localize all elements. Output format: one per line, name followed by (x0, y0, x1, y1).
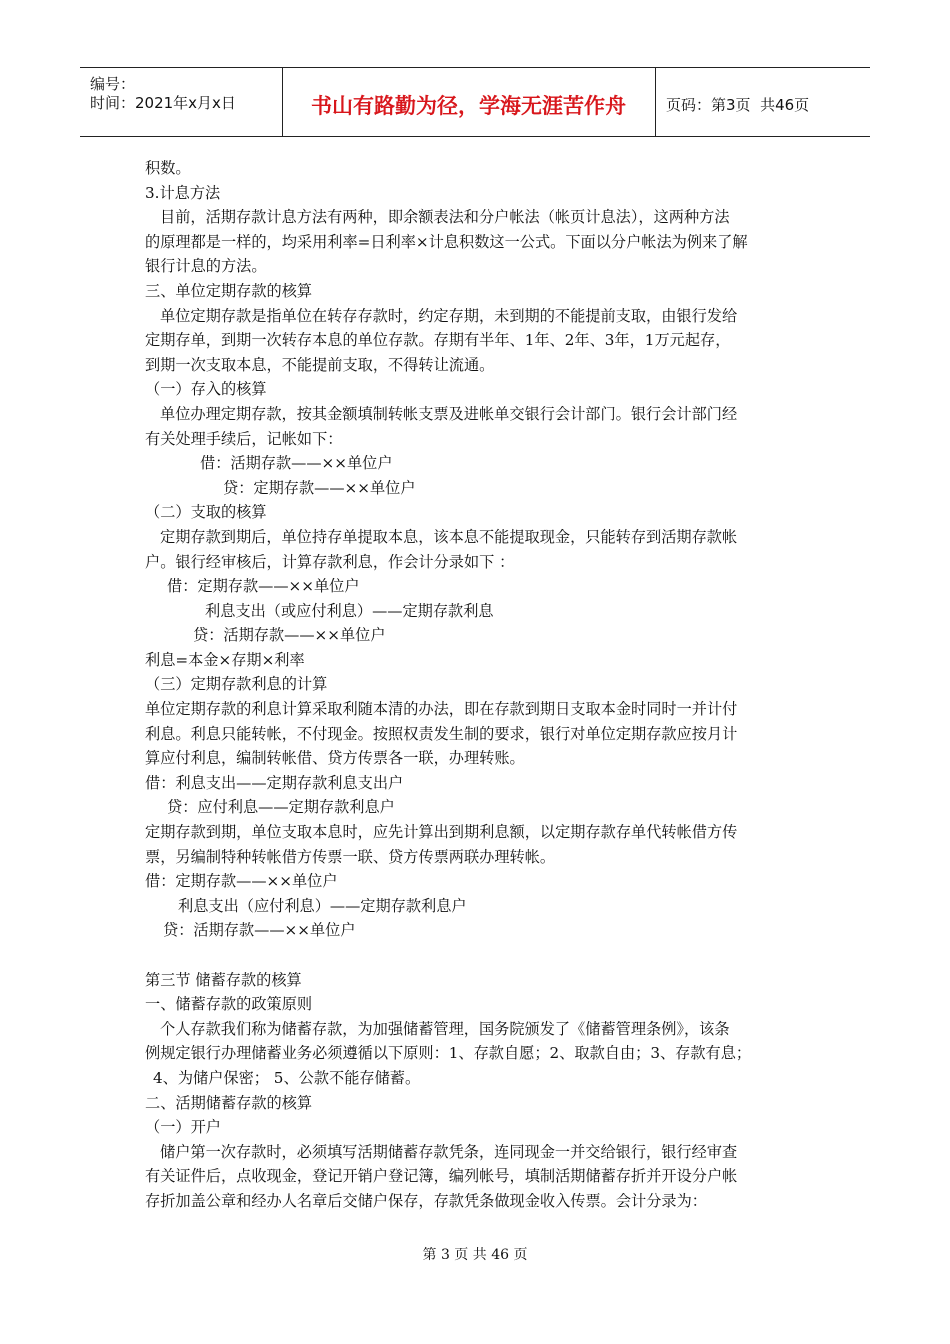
text-line: 有关证件后，点收现金，登记开销户登记簿，编列帐号，填制活期储蓄存折并开设分户帐 (145, 1167, 738, 1186)
text-line: （二）支取的核算 (145, 503, 267, 522)
text-line: 定期存单，到期一次转存本息的单位存款。存期有半年、1年、2年、3年，1万元起存， (145, 331, 731, 350)
header-meta-cell (80, 68, 283, 136)
text-line: 利息。利息只能转帐，不付现金。按照权责发生制的要求，银行对单位定期存款应按月计 (145, 724, 738, 743)
text-line: 利息=本金×存期×利率 (145, 650, 305, 669)
text-line: 储户第一次存款时，必须填写活期储蓄存款凭条，连同现金一并交给银行，银行经审查 (160, 1142, 738, 1161)
text-line: 贷：应付利息——定期存款利息户 (167, 798, 395, 817)
text-line: 利息支出（应付利息）——定期存款利息户 (178, 896, 467, 915)
text-line: 的原理都是一样的，均采用利率=日利率×计息积数这一公式。下面以分户帐法为例来了解 (145, 232, 748, 251)
text-line: 借：活期存款——××单位户 (200, 454, 393, 473)
text-line: 贷：定期存款——××单位户 (223, 478, 416, 497)
text-line: 户。银行经审核后，计算存款利息，作会计分录如下 ： (145, 552, 515, 571)
text-line: 贷：活期存款——××单位户 (163, 921, 356, 940)
document-date: 时间：2021年x月x日 (90, 94, 236, 112)
text-line: 例规定银行办理储蓄业务必须遵循以下原则：1、存款自愿；2、取款自由；3、存款有息； (145, 1044, 752, 1063)
text-line: 贷：活期存款——××单位户 (193, 626, 386, 645)
text-line: 存折加盖公章和经办人名章后交储户保存，存款凭条做现金收入传票。会计分录为： (145, 1191, 707, 1210)
text-line: 到期一次支取本息，不能提前支取，不得转让流通。 (145, 355, 495, 374)
text-line: 三、单位定期存款的核算 (145, 281, 313, 300)
header-motto-cell (282, 68, 656, 136)
text-line: 票，另编制特种转帐借方传票一联、贷方传票两联办理转帐。 (145, 847, 556, 866)
page-footer: 第 3 页 共 46 页 (422, 1247, 528, 1263)
text-line (145, 943, 815, 968)
document-number-label: 编号： (90, 75, 136, 93)
text-line: 单位办理定期存款，按其金额填制转帐支票及进帐单交银行会计部门。银行会计部门经 (160, 404, 738, 423)
header-motto: 书山有路勤为径，学海无涯苦作舟 (311, 94, 626, 118)
text-line: （一）开户 (145, 1118, 221, 1137)
text-line: 定期存款到期，单位支取本息时，应先计算出到期利息额，以定期存款存单代转帐借方传 (145, 823, 738, 842)
text-line: 借：定期存款——××单位户 (167, 577, 360, 596)
text-line: 算应付利息，编制转帐借、贷方传票各一联，办理转账。 (145, 749, 525, 768)
text-line: 第三节 储蓄存款的核算 (145, 970, 302, 989)
text-line: 利息支出（或应付利息）——定期存款利息 (205, 601, 494, 620)
header-page-info: 页码：第3页 共46页 (666, 96, 810, 114)
text-line: 有关处理手续后，记帐如下： (145, 429, 343, 448)
document-header (80, 67, 870, 137)
text-line: 个人存款我们称为储蓄存款，为加强储蓄管理，国务院颁发了《储蓄管理条例》，该条 (160, 1019, 730, 1038)
text-line: 单位定期存款是指单位在转存存款时，约定存期，未到期的不能提前支取，由银行发给 (160, 306, 738, 325)
text-line: 银行计息的方法。 (145, 257, 267, 276)
text-line: 定期存款到期后，单位持存单提取本息，该本息不能提取现金，只能转存到活期存款帐 (160, 527, 738, 546)
text-line: 借：定期存款——××单位户 (145, 872, 338, 891)
text-line: 二、活期储蓄存款的核算 (145, 1093, 313, 1112)
text-line: （一）存入的核算 (145, 380, 267, 399)
text-line: 积数。 (145, 159, 191, 177)
text-line: 目前，活期存款计息方法有两种，即余额表法和分户帐法（帐页计息法），这两种方法 (160, 208, 730, 227)
text-line: （三）定期存款利息的计算 (145, 675, 328, 694)
text-line: 一、储蓄存款的政策原则 (145, 995, 313, 1014)
text-line: 借：利息支出——定期存款利息支出户 (145, 773, 404, 792)
document-body (145, 156, 815, 1214)
text-line: 单位定期存款的利息计算采取利随本清的办法，即在存款到期日支取本金时同时一并计付 (145, 700, 738, 719)
text-line: 4、为储户保密； 5、公款不能存储蓄。 (153, 1068, 421, 1087)
text-line: 3.计息方法 (145, 183, 221, 202)
